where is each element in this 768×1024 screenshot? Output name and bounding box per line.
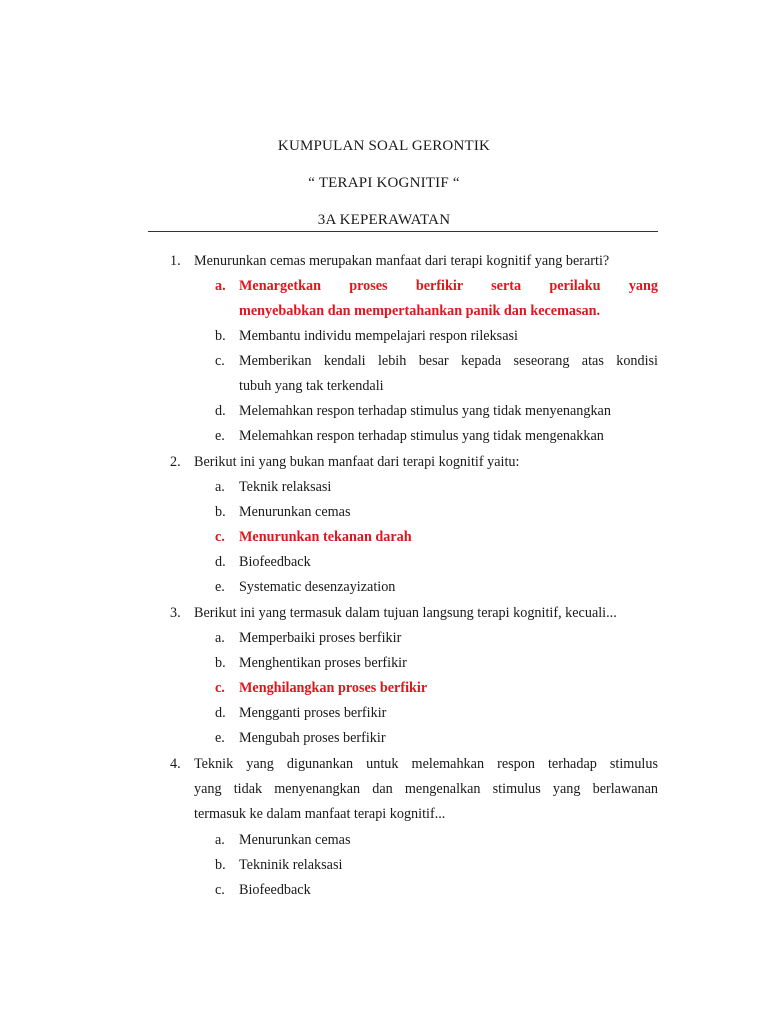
option-letter: a. — [215, 278, 226, 294]
option-letter: a. — [215, 832, 225, 848]
option-letter: e. — [215, 428, 225, 444]
option-text: Biofeedback — [239, 882, 311, 898]
option-letter: a. — [215, 479, 225, 495]
option-text: Systematic desenzayization — [239, 579, 396, 595]
option-text: Tekninik relaksasi — [239, 857, 343, 873]
question-text: Menurunkan cemas merupakan manfaat dari terapi kognitif yang berarti? — [194, 253, 610, 269]
option-letter: e. — [215, 730, 225, 746]
option-letter: b. — [215, 857, 226, 873]
option-letter: c. — [215, 680, 225, 696]
question-number: 2. — [170, 454, 181, 470]
option-text: tubuh yang tak terkendali — [239, 378, 384, 394]
class-label: 3A KEPERAWATAN — [317, 212, 451, 228]
option-text-correct: Menurunkan tekanan darah — [239, 529, 412, 545]
option-letter: c. — [215, 882, 225, 898]
option-letter: b. — [215, 328, 226, 344]
option-text-correct: Menargetkan proses berfikir serta perilaku yang — [239, 278, 658, 294]
option-text: Teknik relaksasi — [239, 479, 332, 495]
option-letter: b. — [215, 504, 226, 520]
option-letter: a. — [215, 630, 225, 646]
question-number: 4. — [170, 756, 181, 772]
document-subtitle: “ TERAPI KOGNITIF “ — [308, 175, 460, 191]
option-text: Membantu individu mempelajari respon rileksasi — [239, 328, 518, 344]
question-number: 1. — [170, 253, 181, 269]
option-text: Mengubah proses berfikir — [239, 730, 386, 746]
option-text-correct: Menghilangkan proses berfikir — [239, 680, 428, 696]
document-title: KUMPULAN SOAL GERONTIK — [277, 138, 491, 154]
header-divider — [148, 231, 658, 232]
option-letter: d. — [215, 403, 226, 419]
option-letter: e. — [215, 579, 225, 595]
option-letter: b. — [215, 655, 226, 671]
question-text: termasuk ke dalam manfaat terapi kognitif... — [194, 806, 446, 822]
option-text: Melemahkan respon terhadap stimulus yang tidak mengenakkan — [239, 428, 604, 444]
question-text: yang tidak menyenangkan dan mengenalkan stimulus yang berlawanan — [194, 781, 658, 797]
option-text: Melemahkan respon terhadap stimulus yang tidak menyenangkan — [239, 403, 611, 419]
option-letter: d. — [215, 554, 226, 570]
option-text: Memberikan kendali lebih besar kepada seseorang atas kondisi — [239, 353, 658, 369]
question-number: 3. — [170, 605, 181, 621]
option-letter: c. — [215, 353, 225, 369]
option-text: Mengganti proses berfikir — [239, 705, 387, 721]
question-text: Berikut ini yang termasuk dalam tujuan langsung terapi kognitif, kecuali... — [194, 605, 617, 621]
option-text: Menurunkan cemas — [239, 504, 351, 520]
option-text: Biofeedback — [239, 554, 311, 570]
question-text: Berikut ini yang bukan manfaat dari terapi kognitif yaitu: — [194, 454, 520, 470]
option-text: Menghentikan proses berfikir — [239, 655, 407, 671]
option-text-correct: menyebabkan dan mempertahankan panik dan kecemasan. — [239, 303, 601, 319]
option-text: Menurunkan cemas — [239, 832, 351, 848]
option-text: Memperbaiki proses berfikir — [239, 630, 402, 646]
option-letter: d. — [215, 705, 226, 721]
question-text: Teknik yang digunankan untuk melemahkan respon terhadap stimulus — [194, 756, 658, 772]
option-letter: c. — [215, 529, 225, 545]
